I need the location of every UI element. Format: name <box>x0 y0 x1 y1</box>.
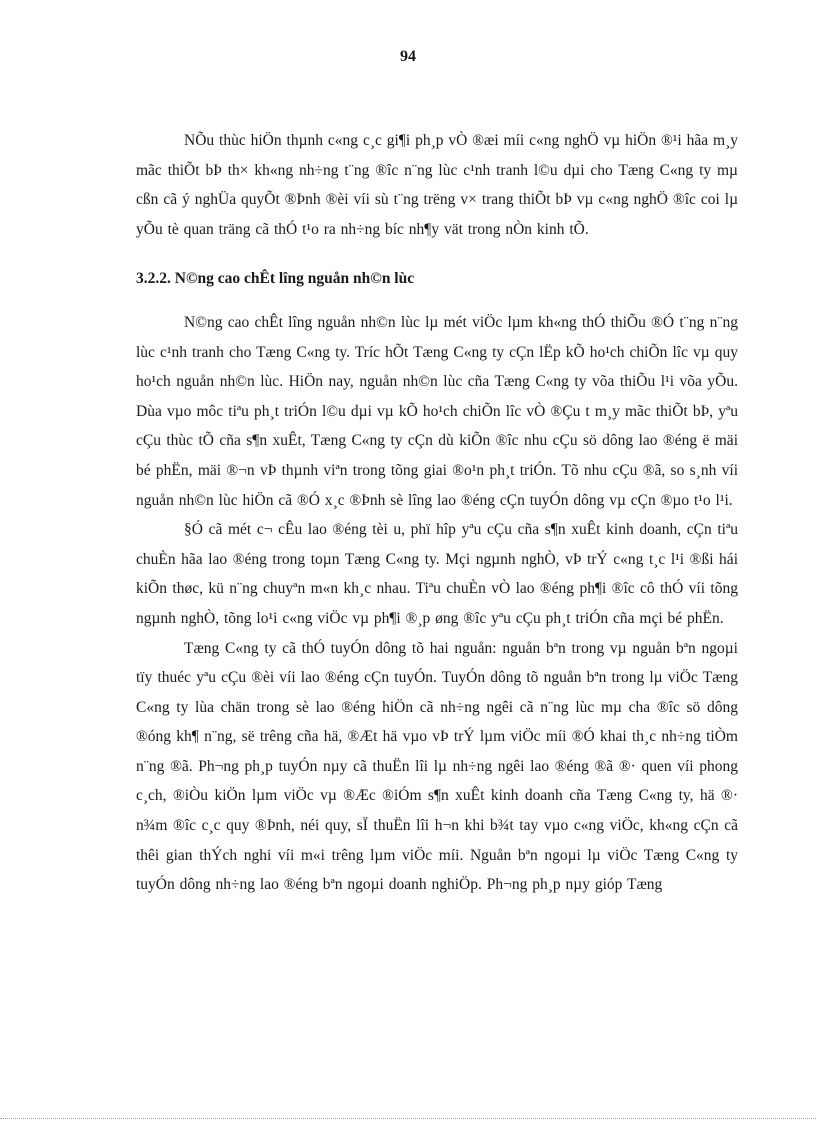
section-heading: 3.2.2. N©ng cao chÊt lîng nguån nh©n lùc <box>136 270 415 288</box>
page-number: 94 <box>400 48 416 65</box>
paragraph: Tæng C«ng ty cã thÓ tuyÓn dông tõ hai nguån: nguån bªn trong vµ nguån bªn ngoµi tïy thuéc yªu cÇu ®èi víi lao ®éng cÇn tuyÓn. TuyÓn dông tõ nguån bªn trong lµ viÖc Tæng C«ng ty lùa chän trong sè lao ®éng hiÖn cã nh÷ng ngêi cã n¨ng lùc mµ cha ®îc sö dông ®óng kh¶ n¨ng, së trêng cña hä, ®Æt hä vµo vÞ trÝ lµm viÖc míi ®Ó khai th¸c nh÷ng tiÒm n¨ng ®ã. Ph¬ng ph¸p tuyÓn nµy cã thuËn lîi lµ nh÷ng ngêi lao ®éng ®ã ®· quen víi phong c¸ch, ®iÒu kiÖn lµm viÖc vµ ®Æc ®iÓm s¶n xuÊt kinh doanh cña Tæng C«ng ty, hä ®· n¾m ®îc c¸c quy ®Þnh, néi quy, sÏ thuËn lîi h¬n khi b¾t tay vµo c«ng viÖc, kh«ng cÇn cã thêi gian thÝch nghi víi m«i trêng lµm viÖc míi. Nguån bªn ngoµi lµ viÖc Tæng C«ng ty tuyÓn dông nh÷ng lao ®éng bªn ngoµi doanh nghiÖp. Ph¬ng ph¸p nµy gióp Tæng <box>136 639 738 894</box>
document-body <box>136 126 738 900</box>
paragraph: N©ng cao chÊt lîng nguån nh©n lùc lµ mét viÖc lµm kh«ng thÓ thiÕu ®Ó t¨ng n¨ng lùc c¹nh tranh cho Tæng C«ng ty. Tríc hÕt Tæng C«ng ty cÇn lËp kÕ ho¹ch chiÕn lîc vµ quy ho¹ch nguån nh©n lùc. HiÖn nay, nguån nh©n lùc cña Tæng C«ng ty võa thiÕu l¹i võa yÕu. Dùa vµo môc tiªu ph¸t triÓn l©u dµi vµ kÕ ho¹ch chiÕn lîc vÒ ®Çu t m¸y mãc thiÕt bÞ, yªu cÇu thùc tÕ cña s¶n xuÊt, Tæng C«ng ty cÇn dù kiÕn ®îc nhu cÇu sö dông lao ®éng ë mäi bé phËn, mäi ®¬n vÞ thµnh viªn trong tõng giai ®o¹n ph¸t triÓn. Tõ nhu cÇu ®ã, so s¸nh víi nguån nh©n lùc hiÖn cã ®Ó x¸c ®Þnh sè lîng lao ®éng cÇn tuyÓn dông vµ cÇn ®µo t¹o l¹i. <box>136 313 738 509</box>
paragraph: NÕu thùc hiÖn thµnh c«ng c¸c gi¶i ph¸p vÒ ®æi míi c«ng nghÖ vµ hiÖn ®¹i hãa m¸y mãc thiÕt bÞ th× kh«ng nh÷ng t¨ng ®îc n¨ng lùc c¹nh tranh l©u dµi cho Tæng C«ng ty mµ cßn cã ý nghÜa quyÕt ®Þnh ®èi víi sù t¨ng trëng v× trang thiÕt bÞ vµ c«ng nghÖ ®îc coi lµ yÕu tè quan träng cã thÓ t¹o ra nh÷ng bíc nh¶y vät trong nÒn kinh tÕ. <box>136 132 738 238</box>
paragraph: §Ó cã mét c¬ cÊu lao ®éng tèi u, phï hîp yªu cÇu cña s¶n xuÊt kinh doanh, cÇn tiªu chuÈn hãa lao ®éng trong toµn Tæng C«ng ty. Mçi ngµnh nghÒ, vÞ trÝ c«ng t¸c l¹i ®ßi hái kiÕn thøc, kü n¨ng chuyªn m«n kh¸c nhau. Tiªu chuÈn vÒ lao ®éng ph¶i ®îc cô thÓ víi tõng ngµnh nghÒ, tõng lo¹i c«ng viÖc vµ ph¶i ®¸p øng ®îc yªu cÇu ph¸t triÓn cña mçi bé phËn. <box>136 521 738 627</box>
page-bottom-divider <box>0 1118 816 1119</box>
